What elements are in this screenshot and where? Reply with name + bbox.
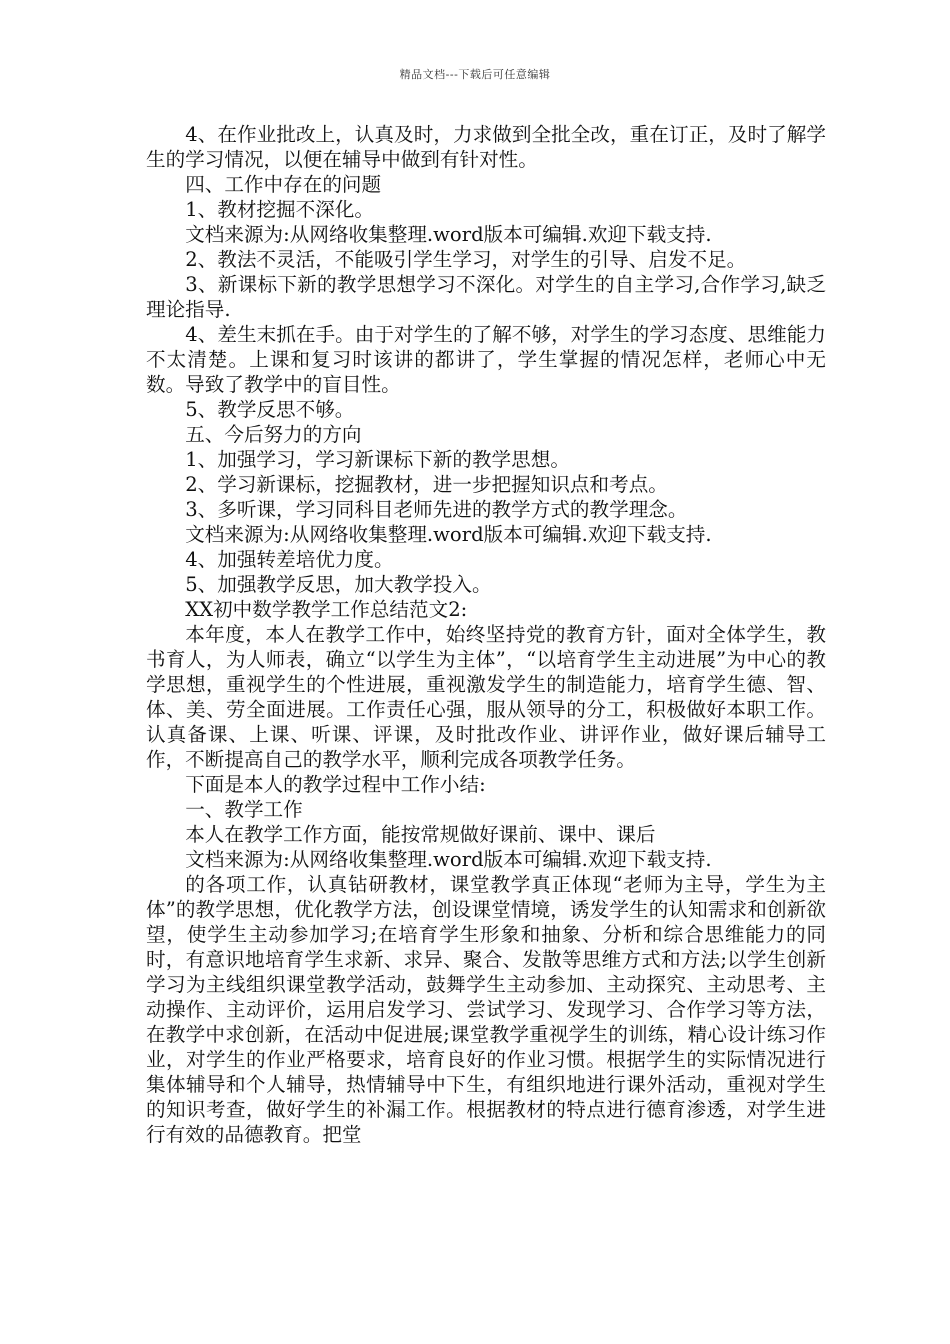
list-item: 3、多听课，学习同科目老师先进的教学方式的教学理念。 (185, 498, 688, 521)
paragraph: 的各项工作，认真钻研教材，课堂教学真正体现“老师为主导，学生为主体”的教学思想，优化教学方法，创设课堂情境，诱发学生的认知需求和创新欲望，使学生主动参加学习;在培育学生形象和抽象、分析和综合思维能力的同时，有意识地培育学生求新、求异、聚合、发散等思维方式和方法;以学生创新学习为主线组织课堂教学活动，鼓舞学生主动参加、主动探究、主动思考、主动操作、主动评价，运用启发学习、尝试学习、发现学习、合作学习等方法，在教学中求创新，在活动中促进展;课堂教学重视学生的训练，精心设计练习作业，对学生的作业严格要求，培育良好的作业习惯。根据学生的实际情况进行集体辅导和个人辅导，热情辅导中下生，有组织地进行课外活动，重视对学生的知识考查，做好学生的补漏工作。根据教材的特点进行德育渗透，对学生进行有效的品德教育。把堂 (146, 873, 826, 1146)
section-heading: 一、教学工作 (185, 798, 303, 821)
article-title: XX初中数学教学工作总结范文2: (185, 598, 468, 621)
source-note: 文档来源为:从网络收集整理.word版本可编辑.欢迎下载支持. (185, 523, 712, 546)
paragraph: 4、在作业批改上，认真及时，力求做到全批全改，重在订正，及时了解学生的学习情况，以便在辅导中做到有针对性。 (146, 123, 826, 171)
list-item: 2、学习新课标，挖掘教材，进一步把握知识点和考点。 (185, 473, 668, 496)
list-item: 3、新课标下新的教学思想学习不深化。对学生的自主学习,合作学习,缺乏理论指导. (146, 273, 826, 321)
list-item: 5、加强教学反思，加大教学投入。 (185, 573, 492, 596)
page-header: 精品文档---下载后可任意编辑 (399, 68, 551, 81)
section-heading: 四、工作中存在的问题 (185, 173, 382, 196)
source-note: 文档来源为:从网络收集整理.word版本可编辑.欢迎下载支持. (185, 223, 712, 246)
paragraph: 下面是本人的教学过程中工作小结: (185, 773, 486, 796)
paragraph: 本人在教学工作方面，能按常规做好课前、课中、课后 (185, 823, 656, 846)
list-item: 2、教法不灵活，不能吸引学生学习，对学生的引导、启发不足。 (185, 248, 747, 271)
list-item: 1、教材挖掘不深化。 (185, 198, 374, 221)
document-body (146, 122, 826, 1147)
list-item: 4、加强转差培优力度。 (185, 548, 394, 571)
paragraph: 本年度，本人在教学工作中，始终坚持党的教育方针，面对全体学生，教书育人，为人师表，确立“以学生为主体”，“以培育学生主动进展”为中心的教学思想，重视学生的个性进展，重视激发学生的制造能力，培育学生德、智、体、美、劳全面进展。工作责任心强，服从领导的分工，积极做好本职工作。认真备课、上课、听课、评课，及时批改作业、讲评作业，做好课后辅导工作，不断提高自己的教学水平，顺利完成各项教学任务。 (146, 623, 826, 771)
list-item: 4、差生末抓在手。由于对学生的了解不够，对学生的学习态度、思维能力不太清楚。上课和复习时该讲的都讲了，学生掌握的情况怎样，老师心中无数。导致了教学中的盲目性。 (146, 323, 826, 396)
source-note: 文档来源为:从网络收集整理.word版本可编辑.欢迎下载支持. (185, 848, 712, 871)
list-item: 5、教学反思不够。 (185, 398, 355, 421)
section-heading: 五、今后努力的方向 (185, 423, 362, 446)
list-item: 1、加强学习，学习新课标下新的教学思想。 (185, 448, 570, 471)
